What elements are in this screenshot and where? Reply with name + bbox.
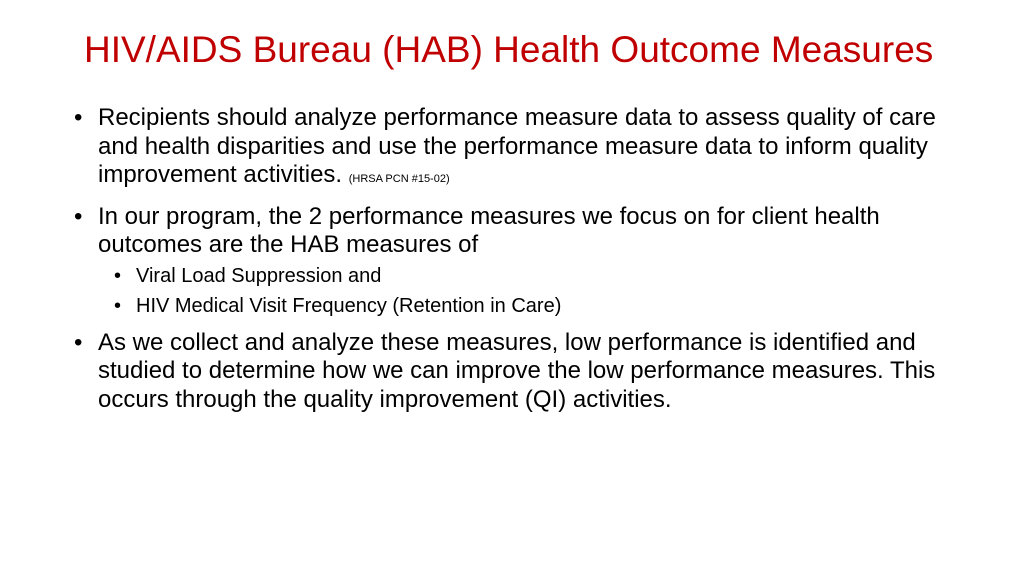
sub-bullet-text: Viral Load Suppression and <box>136 264 382 287</box>
slide-title: HIV/AIDS Bureau (HAB) Health Outcome Measures <box>84 29 934 70</box>
bullet-list <box>72 104 952 423</box>
bullet-item <box>72 104 952 194</box>
bullet-icon: • <box>74 104 83 131</box>
bullet-icon: • <box>114 294 122 317</box>
bullet-text: As we collect and analyze these measures, low performance is identified and studied to determine how we can improve the low performance measures. This occurs through the quality improvement (QI) activities. <box>98 328 936 413</box>
sub-bullet-text: HIV Medical Visit Frequency (Retention in Care) <box>136 294 562 317</box>
sub-bullet-item <box>72 262 952 290</box>
citation-note: (HRSA PCN #15-02) <box>348 173 450 185</box>
bullet-item <box>72 329 952 415</box>
bullet-item <box>72 203 952 260</box>
bullet-icon: • <box>74 328 83 356</box>
bullet-icon: • <box>114 264 122 287</box>
sub-bullet-list <box>72 262 952 320</box>
sub-bullet-item <box>72 292 952 320</box>
bullet-text: In our program, the 2 performance measures we focus on for client health outcomes are the HAB measures of <box>98 202 880 258</box>
bullet-text: Recipients should analyze performance measure data to assess quality of care and health disparities and use the performance measure data to inform quality improvement activities. <box>98 104 936 188</box>
bullet-icon: • <box>74 202 83 230</box>
